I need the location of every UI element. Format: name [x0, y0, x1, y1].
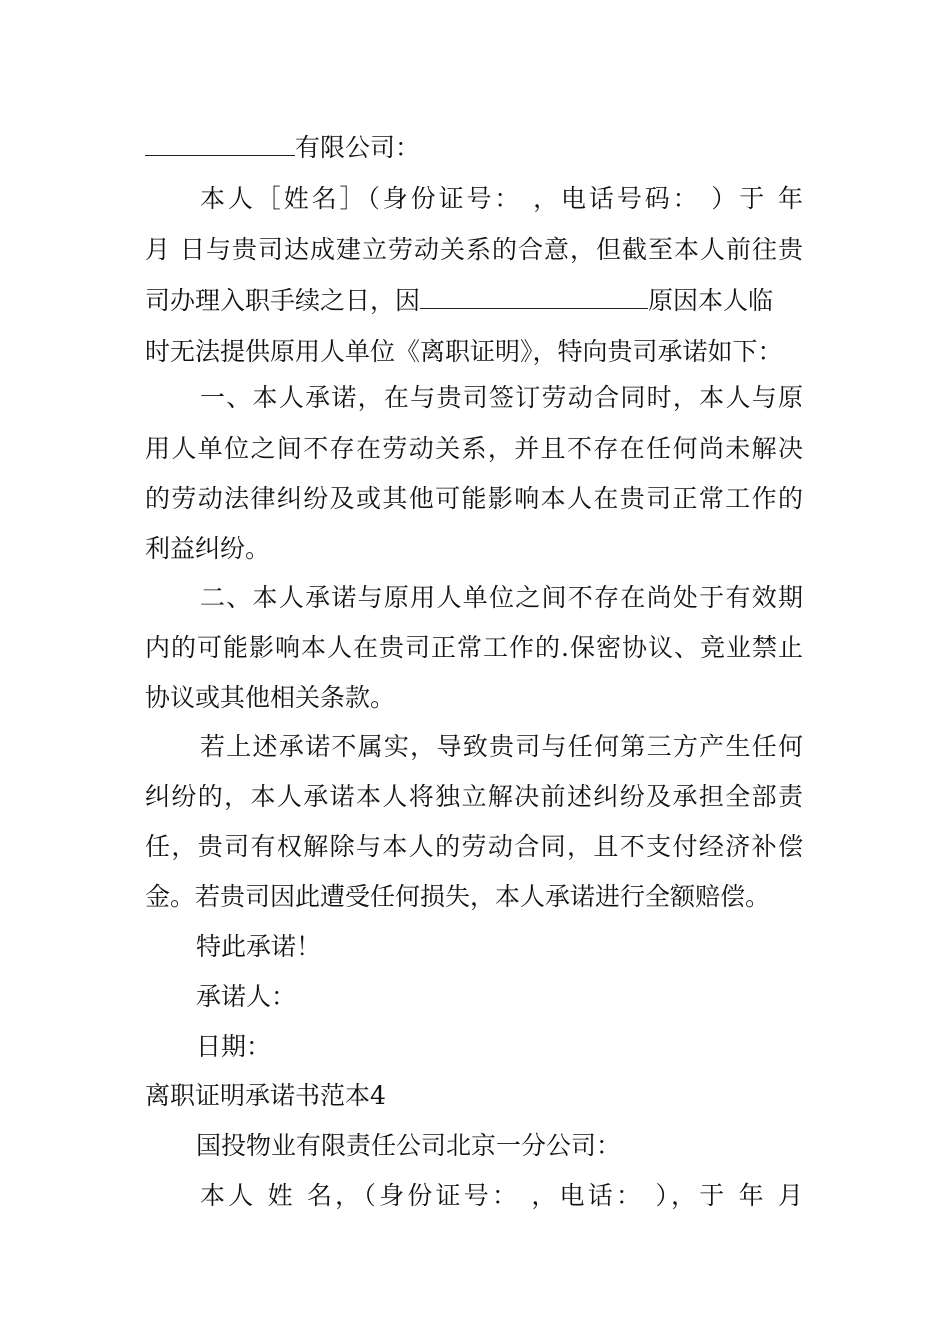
addressee-suffix: 有限公司： — [295, 133, 421, 162]
p4-line-3: 任，贵司有权解除与本人的劳动合同，且不支付经济补偿 — [145, 832, 803, 861]
p4-line-1: 若上述承诺不属实，导致贵司与任何第三方产生任何 — [200, 732, 803, 761]
signer-label: 承诺人： — [196, 982, 297, 1011]
p4-line-4: 金。若贵司因此遭受任何损失，本人承诺进行全额赔偿。 — [145, 882, 771, 911]
p1-line-4: 时无法提供原用人单位《离职证明》，特向贵司承诺如下： — [145, 337, 783, 366]
p1-line-3 — [145, 285, 773, 317]
reason-blank — [420, 288, 648, 309]
p2-line-4: 利益纠纷。 — [145, 534, 271, 563]
addressee-line — [145, 132, 420, 164]
date-label: 日期： — [196, 1032, 272, 1061]
addressee-2: 国投物业有限责任公司北京一分公司： — [196, 1131, 622, 1160]
closing-text: 特此承诺！ — [196, 932, 322, 961]
section-title: 离职证明承诺书范本4 — [145, 1081, 386, 1110]
p4-line-2: 纠纷的，本人承诺本人将独立解决前述纠纷及承担全部责 — [145, 782, 803, 811]
p5-line-1: 本人 姓 名，（身份证号： ，电话： ），于 年 月 — [200, 1181, 803, 1210]
p3-line-1: 二、本人承诺与原用人单位之间不存在尚处于有效期 — [200, 583, 803, 612]
p3-line-2: 内的可能影响本人在贵司正常工作的.保密协议、竞业禁止 — [145, 633, 803, 662]
company-name-blank — [145, 135, 295, 156]
p1-line-3-end: 原因本人临 — [648, 286, 774, 315]
p2-line-3: 的劳动法律纠纷及或其他可能影响本人在贵司正常工作的 — [145, 484, 803, 513]
p1-line-1: 本人［姓名］（身份证号： ，电话号码： ）于 年 — [200, 184, 803, 213]
p3-line-3: 协议或其他相关条款。 — [145, 683, 396, 712]
p2-line-1: 一、本人承诺，在与贵司签订劳动合同时，本人与原 — [200, 383, 803, 412]
p1-line-3-start: 司办理入职手续之日，因 — [145, 286, 421, 315]
p2-line-2: 用人单位之间不存在劳动关系，并且不存在任何尚未解决 — [145, 434, 803, 463]
p1-line-2: 月 日与贵司达成建立劳动关系的合意，但截至本人前往贵 — [145, 235, 803, 264]
